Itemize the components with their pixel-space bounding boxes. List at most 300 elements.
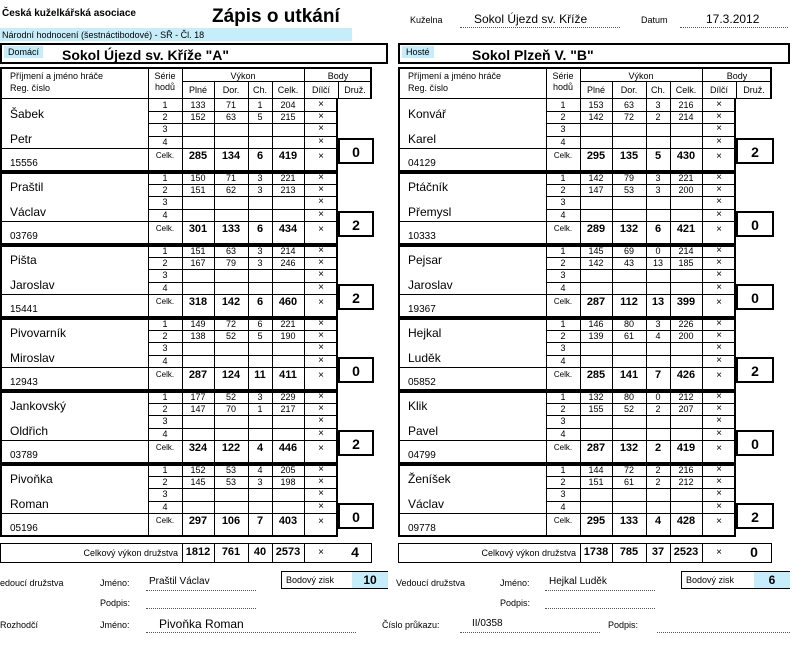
col-celk: Celk.	[675, 85, 697, 95]
grid-line	[646, 513, 647, 537]
total-value: 133	[221, 222, 241, 235]
grid-line	[670, 148, 671, 172]
grid-line	[612, 342, 613, 354]
grid-line	[214, 81, 215, 99]
player-surname: Šabek	[10, 107, 45, 121]
series-number: 4	[560, 136, 566, 147]
grid-line	[0, 221, 148, 222]
grid-line	[398, 440, 546, 441]
grid-line	[338, 81, 339, 99]
grid-line	[670, 282, 671, 294]
grid-line	[580, 136, 581, 148]
grid-line	[248, 245, 249, 257]
series-number: 1	[162, 319, 168, 329]
grid-line	[646, 257, 647, 269]
player-surname: Praštil	[10, 180, 44, 194]
series-number: 2	[560, 331, 566, 342]
grid-line	[580, 67, 581, 99]
player-firstname: Jaroslav	[10, 278, 55, 292]
grid-line	[214, 428, 215, 440]
team-total-mark: ×	[318, 547, 324, 558]
throw-value: 72	[623, 465, 634, 475]
grid-line	[670, 245, 671, 257]
grid-line	[214, 221, 215, 245]
throw-value: 3	[257, 477, 263, 488]
total-value: 7	[654, 368, 662, 381]
total-label: Celk.	[553, 442, 573, 452]
grid-line	[646, 221, 647, 245]
throw-value: 79	[225, 258, 236, 269]
grid-line	[646, 330, 647, 342]
grid-line	[182, 111, 183, 123]
total-label: Celk.	[553, 369, 573, 379]
grid-line	[214, 196, 215, 208]
throw-value: 63	[623, 100, 634, 110]
grid-line	[214, 111, 215, 123]
col-druz: Druž.	[344, 85, 366, 95]
col-celk: Celk.	[277, 85, 299, 95]
throw-value: 63	[225, 246, 236, 256]
grid-line	[248, 318, 249, 330]
throw-value: 185	[678, 258, 694, 269]
grid-line	[272, 403, 273, 415]
total-value: 428	[676, 514, 696, 527]
away-sign-label: Podpis:	[500, 598, 531, 608]
grid-line	[580, 172, 581, 184]
total-value: 142	[221, 295, 241, 308]
throw-value: 214	[678, 112, 694, 123]
total-value: 13	[651, 295, 665, 308]
grid-line	[182, 342, 183, 354]
series-number: 3	[560, 270, 566, 281]
grid-line	[646, 209, 647, 221]
grid-line	[612, 184, 613, 196]
grid-line	[0, 148, 148, 149]
series-number: 4	[162, 136, 168, 147]
total-value: 426	[676, 368, 696, 381]
series-number: 2	[560, 477, 566, 488]
grid-line	[670, 464, 671, 476]
dilci-mark: ×	[716, 196, 722, 208]
total-value: 295	[586, 149, 606, 162]
grid-line	[182, 440, 183, 464]
grid-line	[612, 367, 613, 391]
grid-line	[612, 282, 613, 294]
throw-value: 139	[588, 331, 604, 342]
throw-value: 62	[225, 185, 236, 196]
col-ch: Ch.	[252, 85, 267, 95]
player-surname: Pišta	[10, 253, 37, 267]
grid-line	[214, 282, 215, 294]
grid-line	[214, 99, 215, 111]
throw-value: 2	[655, 404, 661, 415]
dilci-mark: ×	[716, 172, 722, 183]
series-number: 4	[162, 209, 168, 220]
total-value: 295	[586, 514, 606, 527]
grid-line	[272, 488, 273, 500]
team-total-label: Celkový výkon družstva	[83, 548, 178, 558]
grid-line	[182, 148, 183, 172]
player-reg: 19367	[408, 304, 436, 315]
grid-line	[214, 330, 215, 342]
team-total-value: 1738	[583, 546, 609, 558]
total-value: 6	[256, 222, 264, 235]
player-surname: Konvář	[408, 107, 447, 121]
player-points: 2	[338, 211, 374, 237]
grid-line	[182, 415, 183, 427]
grid-line	[612, 196, 613, 208]
grid-line	[546, 367, 736, 368]
col-ch: Ch.	[650, 85, 665, 95]
grid-line	[580, 488, 581, 500]
grid-line	[182, 269, 183, 281]
dilci-mark: ×	[318, 99, 324, 110]
series-number: 2	[162, 331, 168, 342]
team-total-value: 2523	[673, 546, 699, 558]
home-team-header	[0, 43, 388, 64]
col-dor: Dor.	[222, 85, 240, 95]
grid-line	[248, 501, 249, 513]
total-value: 133	[619, 514, 639, 527]
dilci-mark: ×	[716, 464, 722, 475]
grid-line	[612, 476, 613, 488]
grid-line	[646, 428, 647, 440]
throw-value: 69	[623, 246, 634, 256]
grid-line	[272, 440, 273, 464]
grid-line	[612, 355, 613, 367]
total-value: 287	[586, 441, 606, 454]
throw-value: 153	[588, 100, 604, 110]
card-value: II/0358	[472, 618, 503, 629]
grid-line	[248, 81, 249, 99]
grid-line	[272, 464, 273, 476]
grid-line	[182, 476, 183, 488]
grid-line	[580, 355, 581, 367]
referee-sign-line	[657, 632, 790, 633]
grid-line	[214, 355, 215, 367]
grid-line	[670, 391, 671, 403]
grid-line	[248, 294, 249, 318]
dilci-mark: ×	[716, 208, 722, 220]
grid-line	[580, 440, 581, 464]
grid-line	[248, 99, 249, 111]
player-firstname: Přemysl	[408, 205, 452, 219]
player-reg: 10333	[408, 231, 436, 242]
grid-line	[182, 391, 183, 403]
team-total-label: Celkový výkon družstva	[481, 548, 576, 558]
player-reg: 04799	[408, 450, 436, 461]
total-value: 285	[586, 368, 606, 381]
throw-value: 212	[678, 477, 694, 488]
away-leader-line	[545, 590, 655, 591]
team-total-value: 2573	[275, 546, 301, 558]
throw-value: 216	[678, 100, 694, 110]
series-number: 2	[560, 404, 566, 415]
dilci-mark: ×	[318, 464, 324, 475]
throw-value: 43	[623, 258, 634, 269]
player-points: 0	[736, 211, 774, 237]
throw-value: 200	[678, 331, 694, 342]
series-number: 3	[560, 197, 566, 208]
grid-line	[214, 245, 215, 257]
throw-value: 207	[678, 404, 694, 415]
grid-line	[272, 391, 273, 403]
total-label: Celk.	[553, 296, 573, 306]
referee-name-label: Jméno:	[100, 620, 130, 630]
col-body: Body	[327, 71, 349, 81]
grid-line	[612, 501, 613, 513]
throw-value: 4	[257, 465, 263, 475]
grid-line	[248, 355, 249, 367]
dilci-mark: ×	[318, 442, 324, 454]
player-reg: 03789	[10, 450, 38, 461]
grid-line	[546, 148, 736, 149]
grid-line	[214, 415, 215, 427]
grid-line	[670, 367, 671, 391]
grid-line	[736, 81, 737, 99]
series-number: 4	[162, 355, 168, 366]
series-number: 2	[162, 112, 168, 123]
series-number: 1	[162, 465, 168, 475]
series-number: 4	[560, 501, 566, 512]
grid-line	[214, 501, 215, 513]
throw-value: 3	[655, 173, 661, 183]
away-leader-name: Hejkal Luděk	[549, 576, 607, 587]
throw-value: 63	[225, 112, 236, 123]
grid-line	[398, 367, 546, 368]
series-number: 2	[162, 404, 168, 415]
throw-value: 6	[257, 319, 263, 329]
grid-line	[214, 391, 215, 403]
grid-line	[182, 123, 183, 135]
team-total-value: 40	[253, 546, 267, 558]
grid-line	[546, 513, 736, 514]
total-value: 4	[654, 514, 662, 527]
grid-line	[182, 294, 183, 318]
dilci-mark: ×	[318, 415, 324, 427]
grid-line	[670, 488, 671, 500]
grid-line	[214, 148, 215, 172]
away-leader-name-label: Jméno:	[500, 578, 530, 588]
grid-line	[182, 209, 183, 221]
grid-line	[580, 245, 581, 257]
grid-line	[546, 440, 736, 441]
total-value: 132	[619, 222, 639, 235]
col-vykon: Výkon	[628, 71, 654, 81]
home-team-name: Sokol Újezd sv. Kříže "A"	[62, 47, 230, 63]
grid-line	[272, 148, 273, 172]
player-points: 0	[736, 430, 774, 456]
series-number: 3	[560, 416, 566, 427]
venue-line	[460, 27, 620, 28]
grid-line	[248, 148, 249, 172]
grid-line	[148, 67, 149, 99]
player-points: 0	[338, 357, 374, 383]
grid-line	[398, 221, 546, 222]
dilci-mark: ×	[716, 403, 722, 415]
total-value: 6	[256, 295, 264, 308]
grid-line	[580, 318, 581, 330]
grid-line	[272, 501, 273, 513]
grid-line	[670, 403, 671, 415]
grid-line	[214, 294, 215, 318]
total-value: 289	[586, 222, 606, 235]
grid-line	[670, 355, 671, 367]
total-label: Celk.	[155, 515, 175, 525]
player-firstname: Oldřich	[10, 424, 49, 438]
throw-value: 53	[225, 465, 236, 475]
throw-value: 221	[678, 173, 694, 183]
away-label: Hosté	[402, 46, 434, 58]
grid-line	[248, 172, 249, 184]
grid-line	[182, 99, 183, 111]
dilci-mark: ×	[318, 257, 324, 269]
grid-line	[272, 282, 273, 294]
throw-value: 0	[655, 246, 661, 256]
dilci-mark: ×	[716, 296, 722, 308]
player-points: 2	[736, 357, 774, 383]
grid-line	[612, 257, 613, 269]
player-reg: 09778	[408, 523, 436, 534]
dilci-mark: ×	[318, 342, 324, 354]
throw-value: 72	[225, 319, 236, 329]
dilci-mark: ×	[318, 391, 324, 402]
total-value: 132	[619, 441, 639, 454]
total-label: Celk.	[155, 150, 175, 160]
throw-value: 71	[225, 100, 236, 110]
grid-line	[646, 172, 647, 184]
grid-line	[214, 367, 215, 391]
grid-line	[580, 367, 581, 391]
grid-line	[670, 294, 671, 318]
grid-line	[272, 172, 273, 184]
grid-line	[182, 245, 183, 257]
away-zisk-value: 6	[754, 572, 790, 588]
throw-value: 1	[257, 404, 263, 415]
throw-value: 1	[257, 100, 263, 110]
grid-line	[646, 99, 647, 111]
total-value: 134	[221, 149, 241, 162]
total-value: 285	[188, 149, 208, 162]
total-value: 421	[676, 222, 696, 235]
player-points: 2	[736, 503, 774, 529]
dilci-mark: ×	[318, 184, 324, 196]
grid-line	[148, 367, 338, 368]
player-points: 0	[338, 503, 374, 529]
throw-value: 204	[280, 100, 296, 110]
grid-line	[580, 476, 581, 488]
grid-line	[702, 81, 772, 82]
grid-line	[398, 513, 546, 514]
team-total-value: 1812	[185, 546, 211, 558]
player-points: 2	[338, 284, 374, 310]
series-number: 1	[560, 465, 566, 475]
throw-value: 142	[588, 173, 604, 183]
col-dilci: Dílčí	[710, 85, 728, 95]
grid-line	[272, 342, 273, 354]
total-value: 135	[619, 149, 639, 162]
grid-line	[670, 440, 671, 464]
throw-value: 13	[652, 258, 663, 269]
series-number: 3	[560, 343, 566, 354]
dilci-mark: ×	[716, 442, 722, 454]
dilci-mark: ×	[716, 369, 722, 381]
grid-line	[248, 367, 249, 391]
throw-value: 61	[623, 331, 634, 342]
grid-line	[580, 111, 581, 123]
total-value: 430	[676, 149, 696, 162]
total-value: 324	[188, 441, 208, 454]
player-surname: Klik	[408, 399, 428, 413]
grid-line	[580, 294, 581, 318]
total-value: 411	[279, 368, 297, 381]
col-druz: Druž.	[743, 85, 765, 95]
grid-line	[670, 318, 671, 330]
series-number: 3	[162, 197, 168, 208]
throw-value: 61	[623, 477, 634, 488]
grid-line	[670, 221, 671, 245]
dilci-mark: ×	[318, 476, 324, 488]
grid-line	[612, 148, 613, 172]
player-firstname: Karel	[408, 132, 437, 146]
throw-value: 70	[225, 404, 236, 415]
player-reg: 05852	[408, 377, 436, 388]
throw-value: 3	[257, 173, 263, 183]
grid-line	[646, 440, 647, 464]
total-value: 287	[586, 295, 606, 308]
series-number: 4	[560, 209, 566, 220]
grid-line	[272, 184, 273, 196]
player-reg: 15441	[10, 304, 38, 315]
away-zisk-box	[681, 571, 790, 589]
date-label: Datum	[641, 15, 668, 25]
player-surname: Ženíšek	[408, 472, 451, 486]
throw-value: 214	[678, 246, 694, 256]
throw-value: 133	[190, 100, 206, 110]
home-zisk-label: Bodový zisk	[286, 575, 335, 585]
grid-line	[646, 184, 647, 196]
throw-value: 216	[678, 465, 694, 475]
total-label: Celk.	[155, 296, 175, 306]
dilci-mark: ×	[716, 123, 722, 135]
throw-value: 205	[280, 465, 296, 475]
grid-line	[580, 148, 581, 172]
total-label: Celk.	[553, 515, 573, 525]
dilci-mark: ×	[318, 354, 324, 366]
grid-line	[580, 184, 581, 196]
grid-line	[248, 391, 249, 403]
grid-line	[148, 440, 338, 441]
throw-value: 3	[655, 185, 661, 196]
grid-line	[546, 221, 736, 222]
grid-line	[670, 330, 671, 342]
total-value: 318	[188, 295, 208, 308]
grid-line	[580, 330, 581, 342]
grid-line	[182, 318, 183, 330]
series-number: 4	[560, 428, 566, 439]
home-sign-label: Podpis:	[100, 598, 131, 608]
throw-value: 80	[623, 319, 634, 329]
col-player: Příjmení a jméno hráče	[408, 71, 502, 81]
grid-line	[272, 513, 273, 537]
grid-line	[580, 282, 581, 294]
grid-line	[248, 221, 249, 245]
series-number: 3	[560, 489, 566, 500]
throw-value: 198	[280, 477, 296, 488]
home-zisk-value: 10	[352, 572, 388, 588]
grid-line	[670, 513, 671, 537]
player-firstname: Václav	[10, 205, 47, 219]
